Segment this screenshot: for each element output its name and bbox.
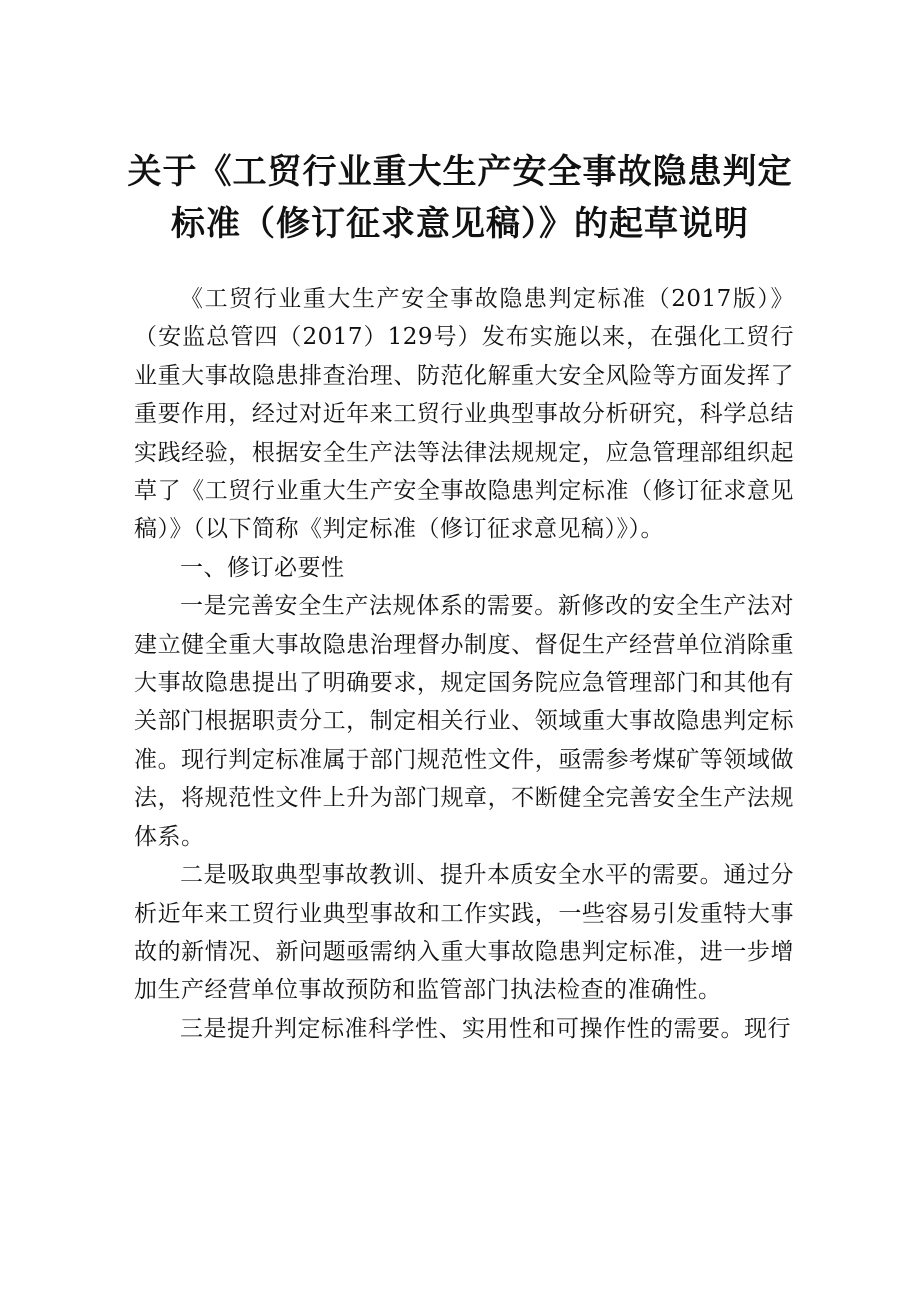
paragraph-point-1: 一是完善安全生产法规体系的需要。新修改的安全生产法对建立健全重大事故隐患治理督办制度、督促生产经营单位消除重大事故隐患提出了明确要求，规定国务院应急管理部门和其他有关部门根据职责分工，制定相关行业、领域重大事故隐患判定标准。现行判定标准属于部门规范性文件，亟需参考煤矿等领域做法，将规范性文件上升为部门规章，不断健全完善安全生产法规体系。 <box>134 593 794 850</box>
title-line-1: 关于《工贸行业重大生产安全事故隐患判定 <box>127 152 793 192</box>
document-title <box>120 146 800 250</box>
paragraph-point-2: 二是吸取典型事故教训、提升本质安全水平的需要。通过分析近年来工贸行业典型事故和工作实践，一些容易引发重特大事故的新情况、新问题亟需纳入重大事故隐患判定标准，进一步增加生产经营单位事故预防和监管部门执法检查的准确性。 <box>134 862 794 1004</box>
paragraph-point-3: 三是提升判定标准科学性、实用性和可操作性的需要。现行 <box>180 1015 791 1042</box>
document-body <box>134 280 794 1048</box>
title-line-2: 标准（修订征求意见稿）》的起草说明 <box>171 204 749 244</box>
section-heading-necessity: 一、修订必要性 <box>180 554 345 581</box>
paragraph-intro: 《工贸行业重大生产安全事故隐患判定标准（2017版）》（安监总管四（2017）129号）发布实施以来，在强化工贸行业重大事故隐患排查治理、防范化解重大安全风险等方面发挥了重要作用，经过对近年来工贸行业典型事故分析研究，科学总结实践经验，根据安全生产法等法律法规规定，应急管理部组织起草了《工贸行业重大生产安全事故隐患判定标准（修订征求意见稿）》（以下简称《判定标准（修订征求意见稿）》）。 <box>134 286 794 543</box>
